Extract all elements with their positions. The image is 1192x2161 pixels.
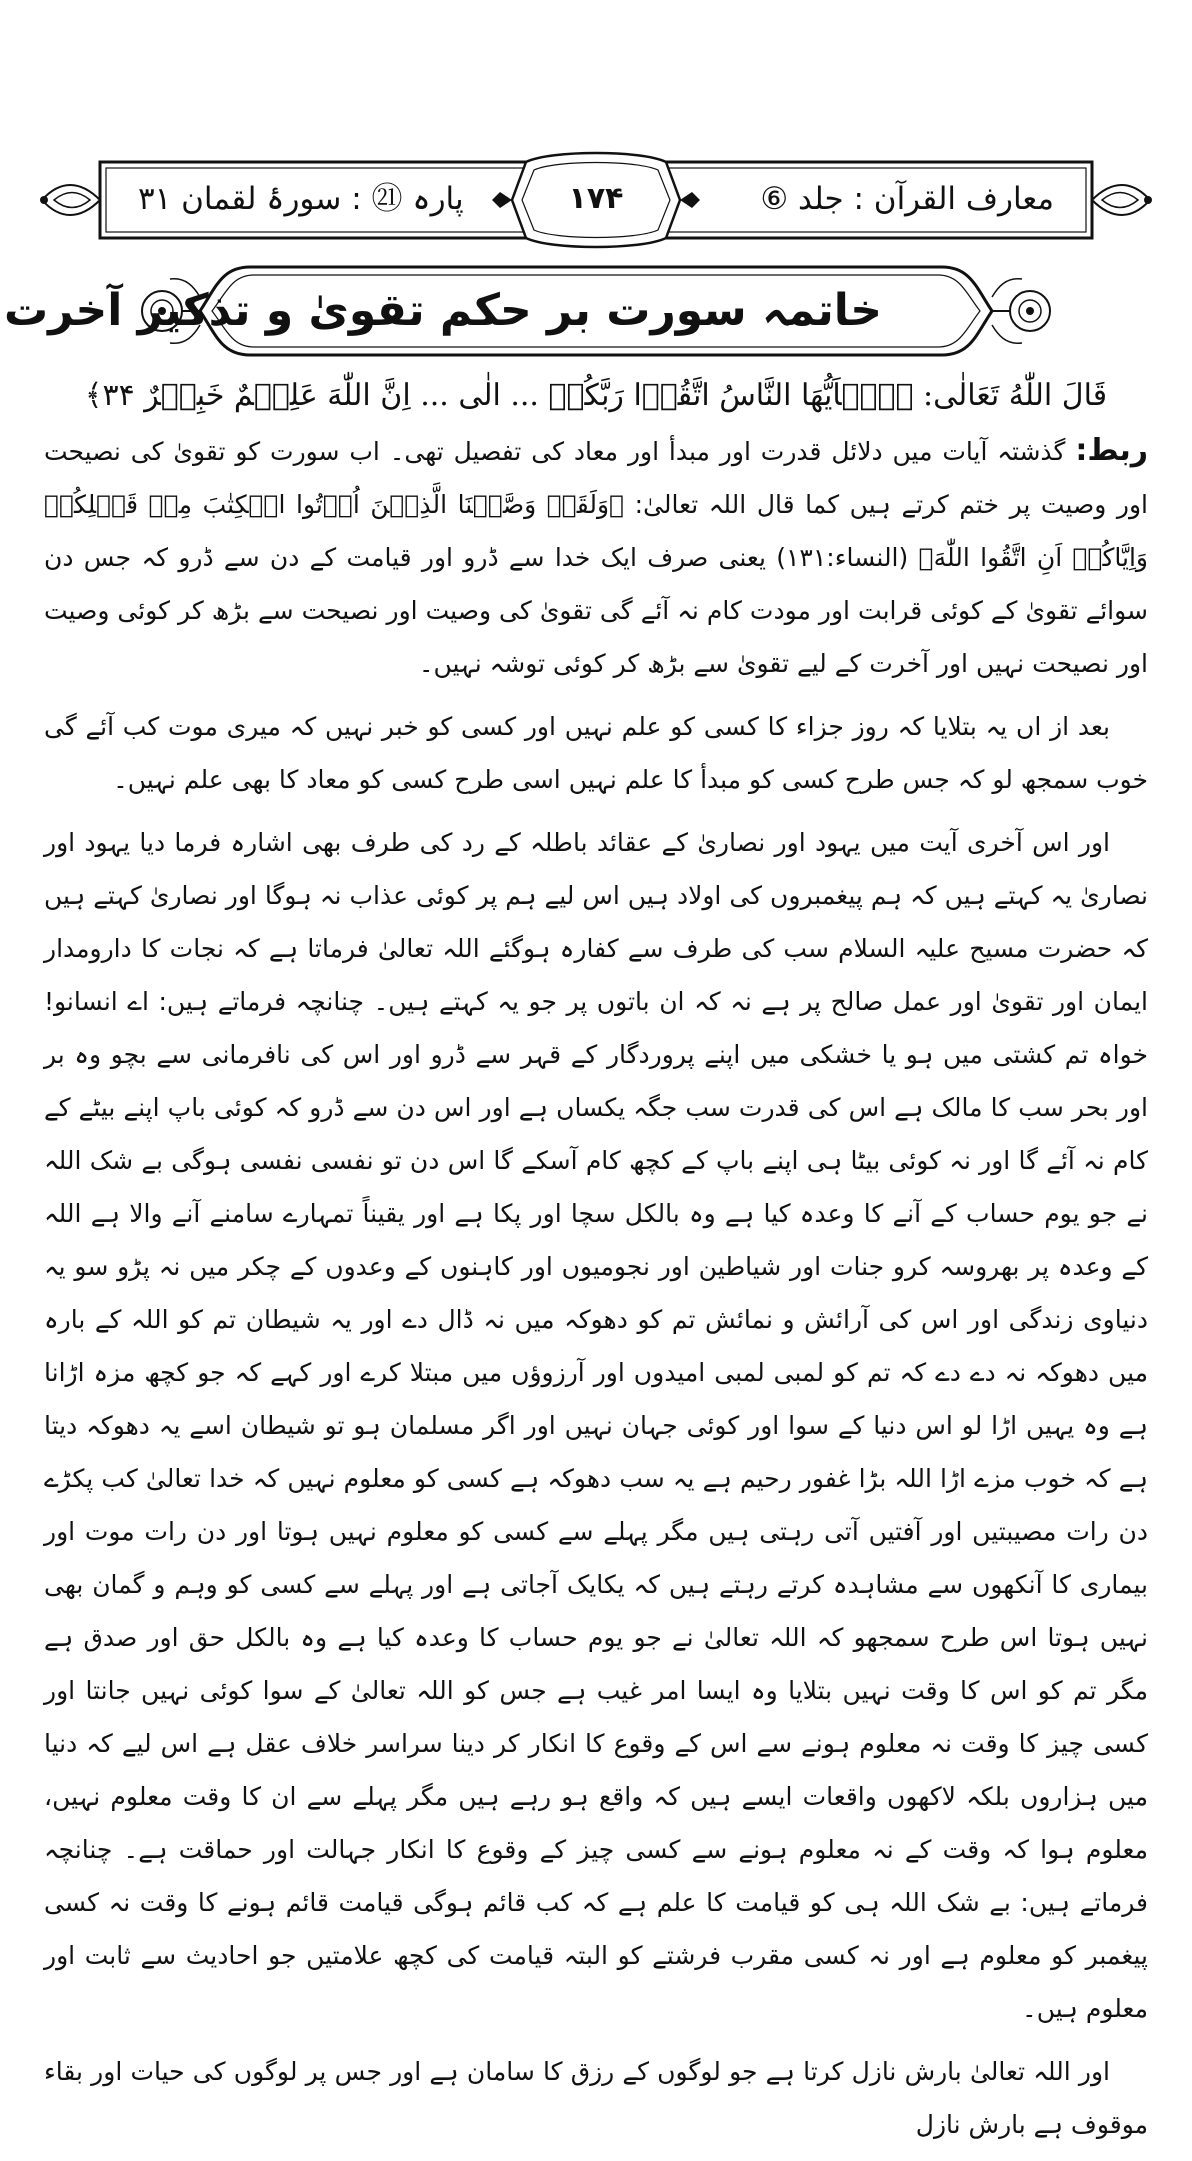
section-title: خاتمہ سورت بر حکم تقویٰ و تذکیر آخرت xyxy=(3,285,882,336)
quran-quote: ﴿وَلَقَدۡ وَصَّيۡنَا الَّذِيۡنَ اُوۡتُوا الۡكِتٰبَ مِنۡ قَبۡلِكُمۡ وَاِيَّاكُمۡ اَنِ اتَّقُوا اللّٰهَ﴾ xyxy=(44,490,1148,572)
body-text xyxy=(44,424,1148,2161)
paragraph: اور اللہ تعالیٰ بارش نازل کرتا ہے جو لوگوں کے رزق کا سامان ہے اور جس پر لوگوں کی حیات اور بقاء موقوف ہے بارش نازل xyxy=(44,2057,1148,2139)
running-header xyxy=(30,150,1162,250)
paragraph-text: (النساء:۱۳۱) یعنی صرف ایک خدا سے ڈرو اور قیامت کے دن سے ڈرو کہ جس دن سوائے تقویٰ کے کوئی قرابت اور مودت کام نہ آئے گی تقویٰ کی وصیت اور نصیحت سے بڑھ کر کوئی وصیت اور نصیحت نہیں اور آخرت کے لیے تقویٰ سے بڑھ کر کوئی توشہ نہیں۔ xyxy=(44,543,1148,678)
paragraph: بعد از اں یہ بتلایا کہ روز جزاء کا کسی کو علم نہیں اور کسی کو خبر نہیں کہ میری موت کب آئے گی خوب سمجھ لو کہ جس طرح کسی کو مبدأ کا علم نہیں اسی طرح کسی کو معاد کا بھی علم نہیں۔ xyxy=(44,712,1148,794)
part-surah-label: پارہ ㉑ : سورۂ لقمان ۳۱ xyxy=(138,181,464,217)
paragraph-text: گذشتہ آیات میں دلائل قدرت اور مبدأ اور معاد کی تفصیل تھی۔ اب سورت کو تقویٰ کی نصیحت اور وصیت پر ختم کرتے ہیں کما قال اللہ تعالیٰ: xyxy=(44,437,1148,519)
book-title-volume: معارف القرآن : جلد ⑥ xyxy=(760,181,1054,217)
title-right-flourish-icon xyxy=(992,279,1050,344)
paragraph-rabt xyxy=(44,424,1148,690)
rabt-label: ربط: xyxy=(1075,433,1148,468)
quran-verse-reference: قَالَ اللّٰهُ تَعَالٰی: ﴿يٰۤاَيُّهَا النَّاسُ اتَّقُوۡا رَبَّكُمۡ ... الٰی ... اِنَّ اللّٰهَ عَلِيۡمٌ خَبِيۡرٌ ۳۴﴾ xyxy=(84,378,1108,413)
paragraph: اور اس آخری آیت میں یہود اور نصاریٰ کے عقائد باطلہ کے رد کی طرف بھی اشارہ فرما دیا یہود اور نصاریٰ یہ کہتے ہیں کہ ہم پیغمبروں کی اولاد ہیں اس لیے ہم پر کوئی عذاب نہ ہوگا اور نصاریٰ کہتے ہیں کہ حضرت مسیح علیہ السلام سب کی طرف سے کفارہ ہوگئے اللہ تعالیٰ فرماتا ہے کہ نجات کا دارومدار ایمان اور تقویٰ اور عمل صالح پر ہے نہ کہ ان باتوں پر جو یہ کہتے ہیں۔ چنانچہ فرماتے ہیں: اے انسانو! خواہ تم کشتی میں ہو یا خشکی میں اپنے پروردگار کے قہر سے ڈرو اور اس کی نافرمانی سے بچو وہ بر اور بحر سب کا مالک ہے اس کی قدرت سب جگہ یکساں ہے اور اس دن سے ڈرو کہ کوئی باپ اپنے بیٹے کے کام نہ آئے گا اور نہ کوئی بیٹا ہی اپنے باپ کے کچھ کام آسکے گا اس دن تو نفسی نفسی ہوگی بے شک اللہ نے جو یوم حساب کے آنے کا وعدہ کیا ہے وہ بالکل سچا اور پکا ہے اور یقیناً تمہارے سامنے آنے والا ہے اللہ کے وعدہ پر بھروسہ کرو جنات اور شیاطین اور نجومیوں اور کاہنوں کے وعدوں کے چکر میں نہ پڑو سو یہ دنیاوی زندگی اور اس کی آرائش و نمائش تم کو دھوکہ میں نہ ڈال دے اور یہ شیطان تم کو اللہ کے بارہ میں دھوکہ نہ دے دے کہ تم کو لمبی لمبی امیدوں اور آرزوؤں میں مبتلا کرے اور کہے کہ جو کچھ مزہ اڑانا ہے وہ یہیں اڑا لو اس دنیا کے سوا اور کوئی جہان نہیں اور اگر مسلمان ہو تو شیطان اسے یہ دھوکہ دیتا ہے کہ خوب مزے اڑا اللہ بڑا غفور رحیم ہے یہ سب دھوکہ ہے کسی کو معلوم نہیں کہ خدا تعالیٰ کب پکڑے دن رات مصیبتیں اور آفتیں آتی رہتی ہیں مگر پہلے سے کسی کو معلوم نہیں ہوتا اور دن رات موت اور بیماری کا آنکھوں سے مشاہدہ کرتے رہتے ہیں کہ یکایک آجاتی ہے اور پہلے سے کسی کو وہم و گمان بھی نہیں ہوتا اس طرح سمجھو کہ اللہ تعالیٰ نے جو یوم حساب کا وعدہ کیا ہے وہ بالکل حق اور صدق ہے مگر تم کو اس کا وقت نہیں بتلایا وہ ایسا امر غیب ہے جس کو اللہ تعالیٰ کے سوا کوئی نہیں جانتا اور کسی چیز کا وقت نہ معلوم ہونے سے اس کے وقوع کا انکار کر دینا سراسر خلاف عقل ہے اس لیے کہ دنیا میں ہزاروں بلکہ لاکھوں واقعات ایسے ہیں کہ واقع ہو رہے ہیں مگر پہلے سے ان کا وقت معلوم نہیں، معلوم ہوا کہ وقت کے نہ معلوم ہونے سے کسی چیز کے وقوع کا انکار جہالت اور حماقت ہے۔ چنانچہ فرماتے ہیں: بے شک اللہ ہی کو قیامت کا علم ہے کہ کب قائم ہوگی قیامت قائم ہونے کا وقت نہ کسی پیغمبر کو معلوم ہے اور نہ کسی مقرب فرشتے کو البتہ قیامت کی کچھ علامتیں جو احادیث سے ثابت اور معلوم ہیں۔ xyxy=(44,828,1148,2023)
page-number: ۱۷۴ xyxy=(568,181,624,216)
section-title-banner xyxy=(3,257,1062,365)
